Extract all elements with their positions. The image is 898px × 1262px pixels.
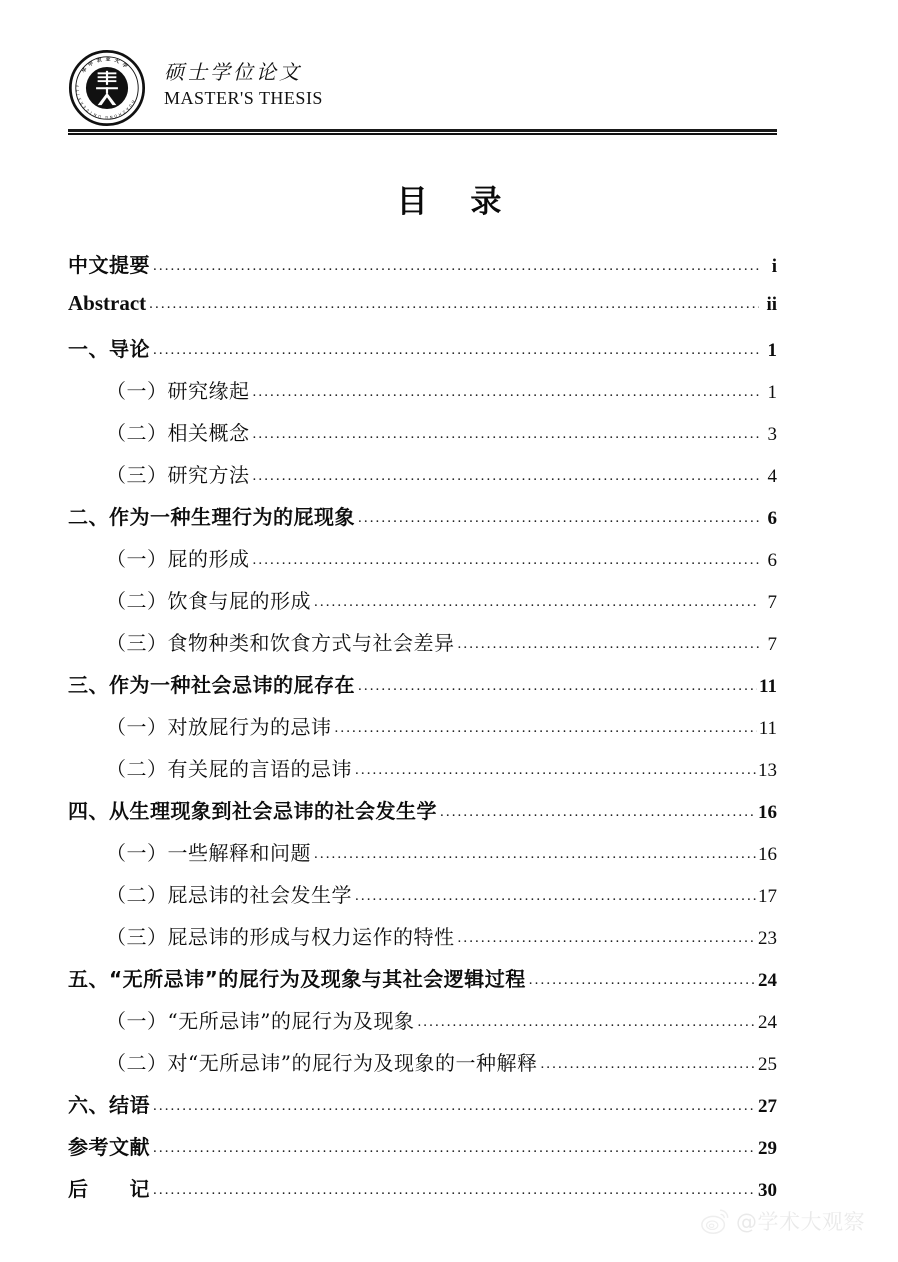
svg-text:E: E [82, 104, 88, 109]
toc-entry-label: 一、导论 [68, 337, 150, 361]
toc-entry-label: （二）饮食与屁的形成 [106, 589, 311, 613]
toc-entry[interactable] [68, 837, 777, 879]
toc-dot-leader [355, 888, 756, 905]
toc-entry-page-number: 7 [767, 592, 777, 613]
toc-entry[interactable] [68, 1173, 777, 1215]
toc-entry-page-number: 11 [759, 676, 777, 697]
toc-dot-leader [153, 342, 759, 359]
toc-dot-leader [417, 1014, 756, 1031]
svg-text:大: 大 [113, 57, 121, 66]
toc-entry[interactable] [68, 1131, 777, 1173]
toc-entry-label: 四、从生理现象到社会忌讳的社会发生学 [68, 799, 437, 823]
toc-entry-page-number: 4 [767, 466, 777, 487]
toc-dot-leader [458, 636, 760, 653]
toc-entry[interactable] [68, 963, 777, 1005]
toc-dot-leader [355, 762, 756, 779]
toc-entry-label: （二）对“无所忌讳”的屁行为及现象的一种解释 [106, 1051, 538, 1075]
svg-text:G: G [104, 115, 108, 120]
toc-dot-leader [153, 258, 759, 275]
svg-text:N: N [93, 112, 98, 117]
toc-entry-label: 中文提要 [68, 253, 150, 277]
svg-text:业: 业 [105, 56, 111, 63]
toc-entry-page-number: ii [766, 294, 777, 315]
toc-entry-label: （一）“无所忌讳”的屁行为及现象 [106, 1009, 415, 1033]
toc-dot-leader [253, 426, 760, 443]
toc-entry-page-number: 23 [758, 928, 777, 949]
header-divider-thin [68, 133, 777, 135]
toc-entry-label: （一）对放屁行为的忌讳 [106, 715, 332, 739]
toc-entry[interactable] [68, 711, 777, 753]
toc-entry[interactable] [68, 585, 777, 627]
header-divider-thick [68, 129, 777, 132]
toc-entry[interactable] [68, 1005, 777, 1047]
toc-entry[interactable] [68, 795, 777, 837]
toc-dot-leader [314, 846, 756, 863]
toc-entry-page-number: 13 [758, 760, 777, 781]
toc-dot-leader [153, 1098, 756, 1115]
toc-dot-leader [540, 1056, 756, 1073]
toc-entry-label: 三、作为一种社会忌讳的屁存在 [68, 673, 355, 697]
toc-entry-label: Abstract [68, 291, 147, 315]
toc-entry[interactable] [68, 1089, 777, 1131]
toc-entry-page-number: 30 [758, 1180, 777, 1201]
toc-entry[interactable] [68, 291, 777, 333]
toc-entry[interactable] [68, 879, 777, 921]
toc-entry-label: 后 记 [68, 1177, 150, 1201]
header-divider-rule [68, 129, 777, 135]
svg-text:U: U [127, 103, 133, 108]
svg-text:N: N [109, 114, 113, 119]
svg-text:A: A [124, 106, 130, 112]
table-of-contents [68, 249, 777, 1215]
svg-text:T: T [75, 89, 81, 92]
toc-entry-label: 参考文献 [68, 1135, 150, 1159]
svg-text:I: I [89, 110, 93, 115]
toc-entry-page-number: i [771, 256, 777, 277]
toc-entry[interactable] [68, 1047, 777, 1089]
toc-entry-page-number: 29 [758, 1138, 777, 1159]
toc-dot-leader [335, 720, 757, 737]
toc-entry-label: （一）一些解释和问题 [106, 841, 311, 865]
thesis-type-cn: 硕士学位论文 [164, 59, 302, 84]
toc-dot-leader [458, 930, 757, 947]
toc-entry-page-number: 16 [758, 802, 777, 823]
toc-entry-page-number: 17 [758, 886, 777, 907]
toc-dot-leader [153, 1182, 756, 1199]
toc-entry-page-number: 7 [767, 634, 777, 655]
toc-entry-page-number: 25 [758, 1054, 777, 1075]
toc-entry-page-number: 24 [758, 1012, 777, 1033]
svg-text:S: S [77, 97, 83, 101]
svg-text:V: V [85, 107, 91, 113]
university-seal-icon [68, 49, 146, 127]
toc-dot-leader [440, 804, 756, 821]
svg-text:H: H [130, 99, 136, 104]
toc-dot-leader [253, 468, 760, 485]
page-title: 目 录 [396, 184, 518, 220]
toc-entry[interactable] [68, 417, 777, 459]
toc-entry[interactable] [68, 753, 777, 795]
toc-entry-label: 五、“无所忌讳”的屁行为及现象与其社会逻辑过程 [68, 967, 526, 991]
toc-entry[interactable] [68, 921, 777, 963]
toc-entry-label: （二）屁忌讳的社会发生学 [106, 883, 352, 907]
toc-entry-page-number: 6 [767, 508, 777, 529]
svg-text:Z: Z [121, 109, 126, 115]
toc-entry[interactable] [68, 669, 777, 711]
thesis-type-en: MASTER'S THESIS [164, 87, 323, 108]
toc-dot-leader [149, 296, 759, 313]
toc-entry-label: （一）屁的形成 [106, 547, 250, 571]
watermark-text: @学术大观察 [736, 1210, 865, 1234]
toc-entry-page-number: 1 [767, 340, 777, 361]
toc-dot-leader [529, 972, 756, 989]
svg-text:农: 农 [95, 57, 103, 65]
svg-text:R: R [79, 100, 85, 106]
toc-dot-leader [314, 594, 759, 611]
svg-text:中: 中 [87, 60, 95, 69]
svg-text:H: H [117, 111, 122, 117]
toc-entry[interactable] [68, 627, 777, 669]
toc-entry-label: （一）研究缘起 [106, 379, 250, 403]
thesis-header [68, 42, 778, 134]
toc-entry-label: （二）有关屁的言语的忌讳 [106, 757, 352, 781]
toc-entry-page-number: 27 [758, 1096, 777, 1117]
svg-text:U: U [97, 113, 102, 119]
toc-entry[interactable] [68, 375, 777, 417]
thesis-header-text [164, 60, 323, 116]
toc-entry[interactable] [68, 333, 777, 375]
toc-entry-label: （三）研究方法 [106, 463, 250, 487]
toc-dot-leader [358, 678, 757, 695]
toc-entry[interactable] [68, 459, 777, 501]
svg-text:学: 学 [120, 61, 129, 70]
toc-dot-leader [253, 552, 760, 569]
toc-entry-page-number: 3 [767, 424, 777, 445]
toc-dot-leader [358, 510, 759, 527]
toc-entry-page-number: 16 [758, 844, 777, 865]
svg-text:O: O [113, 113, 118, 119]
toc-entry-label: （三）食物种类和饮食方式与社会差异 [106, 631, 455, 655]
toc-dot-leader [153, 1140, 756, 1157]
svg-text:华: 华 [80, 66, 89, 75]
toc-entry-page-number: 11 [758, 718, 777, 739]
svg-text:I: I [76, 93, 81, 96]
toc-entry[interactable] [68, 543, 777, 585]
svg-text:Y: Y [75, 84, 81, 88]
toc-entry-label: 六、结语 [68, 1093, 150, 1117]
toc-entry-label: 二、作为一种生理行为的屁现象 [68, 505, 355, 529]
toc-entry-label: （三）屁忌讳的形成与权力运作的特性 [106, 925, 455, 949]
toc-entry[interactable] [68, 249, 777, 291]
toc-entry-page-number: 24 [758, 970, 777, 991]
toc-dot-leader [253, 384, 760, 401]
toc-entry-label: （二）相关概念 [106, 421, 250, 445]
toc-entry[interactable] [68, 501, 777, 543]
toc-entry-page-number: 1 [767, 382, 777, 403]
toc-entry-page-number: 6 [767, 550, 777, 571]
